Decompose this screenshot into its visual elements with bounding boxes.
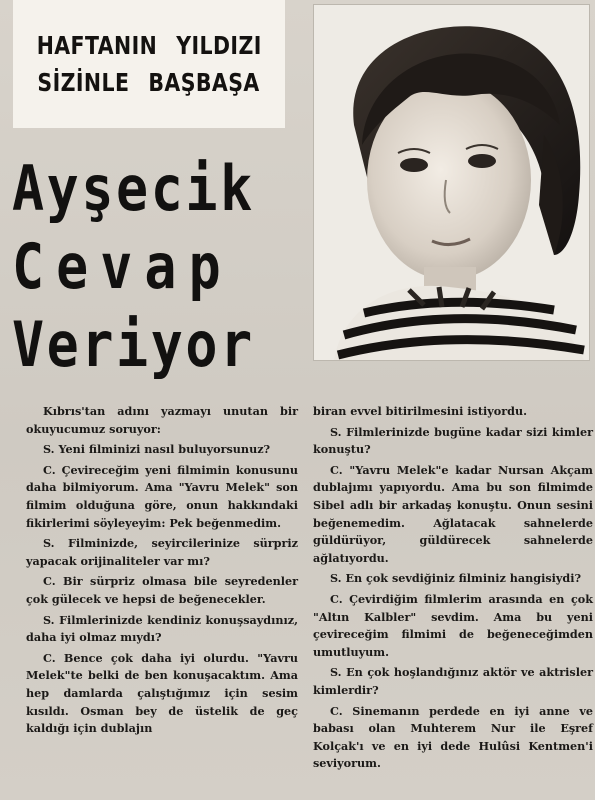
paragraph: C. "Yavru Melek"e kadar Nursan Akçam dublajımı yapıyordu. Ama bu son filmimde Sibel adlı bir arkadaş konuştu. Onun sesini beğenemedim. Ağlatacak sahnelerde güldürüyor, güldürecek sahnelerde ağlatıyordu. <box>313 462 593 565</box>
paragraph: C. Sinemanın perdede en iyi anne ve babası olan Muhterem Nur ile Eşref Kolçak'ı ve en iyi dede Hulûsi Kentmen'i seviyorum. <box>313 703 593 771</box>
headline-line-3: Veriyor <box>12 308 255 381</box>
child-portrait-image <box>314 5 589 360</box>
portrait-photo <box>313 4 590 361</box>
article-column-right <box>313 403 593 773</box>
paragraph: C. Bence çok daha iyi olurdu. "Yavru Melek"te belki de ben konuşacaktım. Ama hep damlarda çalıştığımız için sesim kısıldı. Osman bey de üstelik de geç kaldığı için dublajın <box>26 650 298 736</box>
paragraph: S. En çok hoşlandığınız aktör ve aktrisler kimlerdir? <box>313 665 593 697</box>
paragraph: C. Çevirdiğim filmlerim arasında en çok "Altın Kalbler" sevdim. Ama bu yeni çevireceğim filmimi de beğeneceğimden umutluyum. <box>313 591 593 659</box>
kicker-line-1: HAFTANIN YILDIZI <box>36 31 262 60</box>
paragraph: S. Filminizde, seyircilerinize sürpriz yapacak orijinaliteler var mı? <box>26 536 298 568</box>
headline-line-2: Cevap <box>12 230 233 303</box>
paragraph: S. En çok sevdiğiniz filminiz hangisiydi? <box>330 571 582 586</box>
kicker-line-2: SİZİNLE BAŞBAŞA <box>37 68 261 97</box>
article-headline <box>12 150 312 384</box>
paragraph: S. Yeni filminizi nasıl buluyorsunuz? <box>43 442 271 457</box>
section-kicker-box <box>13 0 285 128</box>
paragraph: biran evvel bitirilmesini istiyordu. <box>313 404 527 418</box>
headline-line-1: Ayşecik <box>12 152 255 225</box>
paragraph: S. Filmlerinizde kendiniz konuşsaydınız, daha iyi olmaz mıydı? <box>26 612 298 645</box>
paragraph: S. Filmlerinizde bugüne kadar sizi kimler konuştu? <box>313 424 593 457</box>
paragraph: C. Bir sürpriz olmasa bile seyredenler çok gülecek ve hepsi de beğenecekler. <box>26 574 298 606</box>
paragraph: C. Çevireceğim yeni filmimin konusunu daha bilmiyorum. Ama "Yavru Melek" son filmim olduğuna göre, onun hakkındaki fikirlerimi söyleyeyim: Pek beğenmedim. <box>26 462 298 530</box>
article-column-left <box>26 403 298 738</box>
paragraph: Kıbrıs'tan adını yazmayı unutan bir okuyucumuz soruyor: <box>26 404 298 436</box>
